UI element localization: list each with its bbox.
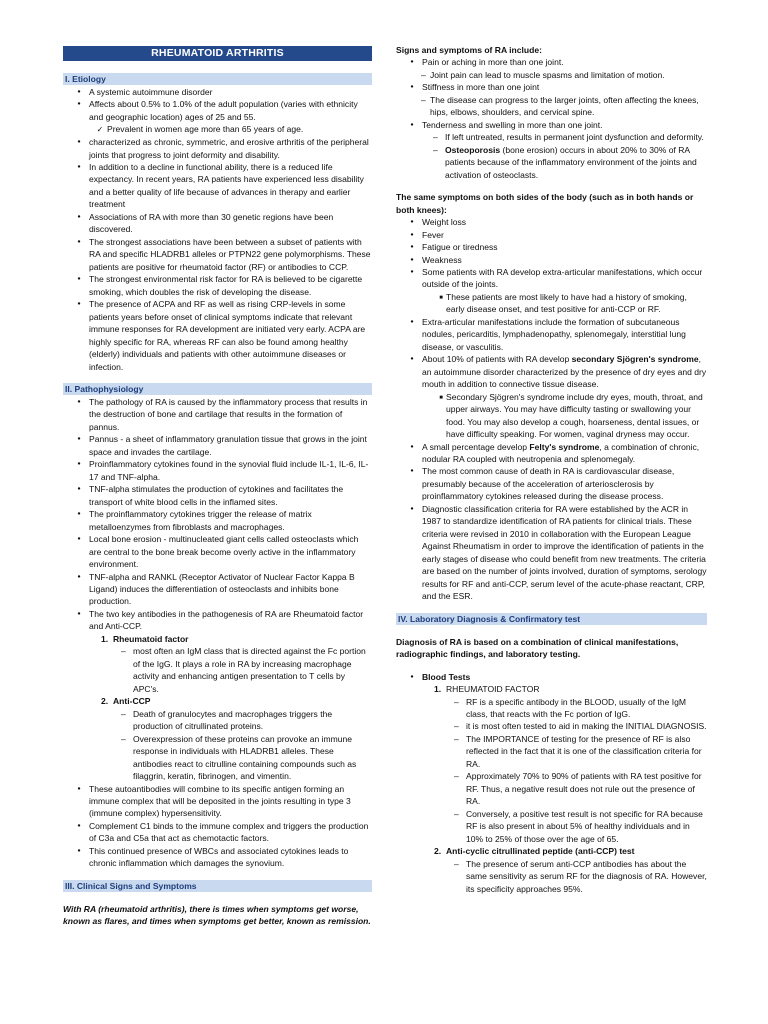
list-item-text: [89, 608, 372, 633]
text-run: The strongest associations have been between a subset of patients with RA and specific HLADRB1 alleles or PTPN22 gene polymorphisms. These patients are positive for rheumatoid factor (RF) or antibodies to CCP.: [89, 236, 371, 272]
list-item-text: [422, 671, 707, 683]
spacer: [396, 626, 707, 636]
text-run: Rheumatoid factor: [113, 633, 189, 644]
bullet-marker: [402, 254, 422, 266]
list-item-text: [113, 695, 372, 707]
text-run: Conversely, a positive test result is not specific for RA because RF is also present in about 5% of healthy individuals and in 10% to 25% of those over the age of 65.: [466, 808, 703, 844]
spacer: [63, 893, 372, 903]
spacer: [396, 661, 707, 671]
bullet-marker: [421, 94, 430, 119]
list-item: [63, 86, 372, 98]
bullet-marker: [69, 820, 89, 845]
list-item-text: [89, 508, 372, 533]
text-run: If left untreated, results in permanent joint dysfunction and deformity.: [445, 132, 704, 143]
list-item-text: [446, 845, 707, 857]
list-item: [63, 161, 372, 211]
text-run: Pain or aching in more than one joint.: [422, 57, 564, 68]
list-item: [63, 633, 372, 645]
list-item: [63, 483, 372, 508]
list-number: 2.: [434, 846, 442, 857]
list-item: [396, 808, 707, 845]
list-item: [396, 353, 707, 390]
bold-paragraph: The same symptoms on both sides of the body (such as in both hands or both knees):: [396, 192, 694, 215]
list-item: [63, 273, 372, 298]
text-run: Overexpression of these proteins can provoke an immune response in individuals with HLADRB1 alleles. These antibodies react to citrulline containing compounds such as filaggrin, keratin, fibrinogen, and vimentin.: [133, 733, 357, 782]
list-item-text: [89, 236, 372, 273]
bullet-marker: [436, 291, 446, 316]
bullet-marker: [402, 353, 422, 390]
text-run: (bone erosion) occurs in about 20% to 30% of RA patients because of the inflammatory environment of the joints and activation of osteoclasts.: [445, 144, 697, 180]
bullet-marker: [69, 273, 89, 298]
list-item-text: [89, 533, 372, 570]
list-item-text: [422, 81, 707, 93]
list-item-text: [422, 56, 707, 68]
list-item-text: [89, 458, 372, 483]
list-item-text: [422, 241, 707, 253]
right-column: [396, 44, 707, 895]
text-run: The strongest environmental risk factor for RA is believed to be cigarette smoking, which doubles the risk of developing the disease.: [89, 274, 363, 297]
text-run: Some patients with RA develop extra-articular manifestations, which occur outside of the joints.: [422, 266, 703, 290]
list-item-text: [89, 433, 372, 458]
list-item: [63, 211, 372, 236]
list-item-text: [422, 503, 707, 603]
bullet-marker: [69, 433, 89, 458]
list-item: [63, 533, 372, 570]
list-item-text: [422, 353, 707, 390]
list-item: [396, 56, 707, 68]
text-run: Fatigue or tiredness: [422, 242, 498, 253]
text-run: Death of granulocytes and macrophages triggers the production of citrullinated proteins.: [133, 708, 333, 732]
list-item-text: [133, 645, 372, 695]
list-item: [63, 733, 372, 783]
list-item-text: [466, 696, 707, 721]
list-item-text: [133, 733, 372, 783]
text-run: TNF-alpha stimulates the production of cytokines and facilitates the transport of white blood cells in the inflamed sites.: [89, 484, 344, 507]
list-item-text: [89, 136, 372, 161]
bullet-marker: [121, 708, 133, 733]
text-run: Weight loss: [422, 217, 467, 228]
list-item: [396, 720, 707, 732]
bold-paragraph: Diagnosis of RA is based on a combination of clinical manifestations, radiographic findings, and laboratory testing.: [396, 636, 679, 660]
list-item: [63, 298, 372, 373]
bullet-marker: [402, 316, 422, 353]
list-item-text: [446, 683, 707, 695]
text-run: The disease can progress to the larger joints, often affecting the knees, hips, elbows, shoulders, and cervical spine.: [430, 94, 699, 118]
text-run: Anti-CCP: [113, 696, 151, 707]
text-run: most often an IgM class that is directed against the Fc portion of the IgG. It plays a role in RA by increasing macrophage activity and enhancing antigen presentation to T cells by APC's.: [133, 646, 366, 694]
text-run: Associations of RA with more than 30 genetic regions have been discovered.: [89, 211, 334, 235]
list-item-text: [466, 858, 707, 895]
list-item-text: [466, 808, 707, 845]
list-item: [63, 820, 372, 845]
bullet-marker: [402, 266, 422, 291]
list-item: [396, 671, 707, 683]
list-item-text: [466, 733, 707, 770]
spacer: [396, 603, 707, 613]
bullet-marker: [454, 808, 466, 845]
text-run: , an autoimmune disorder characterized by the presence of dry eyes and dry mouth in addition to connective tissue disease.: [422, 354, 707, 390]
list-item: [63, 123, 372, 136]
list-item-text: [422, 316, 707, 353]
bullet-marker: [69, 608, 89, 633]
list-item: [396, 291, 707, 316]
bold-term: Blood Tests: [422, 671, 471, 682]
text-run: Joint pain can lead to muscle spasms and limitation of motion.: [430, 69, 665, 80]
bullet-marker: [402, 241, 422, 253]
text-run: RHEUMATOID FACTOR: [446, 684, 540, 695]
bullet-marker: [69, 533, 89, 570]
list-item-text: [89, 820, 372, 845]
list-item: [396, 696, 707, 721]
bullet-marker: [402, 216, 422, 228]
text-run: The presence of serum anti-CCP antibodies has about the same sensitivity as serum RF for the diagnosis of RA. However, its specificity approaches 95%.: [466, 858, 707, 894]
bullet-marker: [69, 458, 89, 483]
bullet-marker: [454, 733, 466, 770]
bullet-marker: [421, 69, 430, 81]
bullet-marker: [69, 211, 89, 236]
spacer: [396, 181, 707, 191]
list-item-text: [446, 391, 707, 441]
list-item: [396, 391, 707, 441]
list-number: 2.: [101, 696, 109, 707]
list-item: [63, 236, 372, 273]
list-item-text: [89, 396, 372, 433]
list-item: [396, 94, 707, 119]
bullet-marker: [69, 298, 89, 373]
spacer: [63, 373, 372, 383]
list-item-text: [466, 770, 707, 807]
list-item-text: [89, 211, 372, 236]
bullet-marker: [454, 696, 466, 721]
list-item: [396, 81, 707, 93]
bullet-marker: [402, 229, 422, 241]
list-item-text: [430, 69, 707, 81]
list-item: [396, 241, 707, 253]
list-item: [396, 266, 707, 291]
list-item-text: [422, 441, 707, 466]
list-item-text: [107, 123, 372, 136]
list-item-text: [89, 86, 372, 98]
list-item-text: [89, 571, 372, 608]
text-run: RF is a specific antibody in the BLOOD, usually of the IgM class, that reacts with the Fc portion of IgG.: [466, 696, 686, 719]
text-run: Extra-articular manifestations include the formation of subcutaneous nodules, pericarditis, lymphadenopathy, splenomegaly, interstitial lung disease, or vasculitis.: [422, 316, 686, 352]
text-run: A systemic autoimmune disorder: [89, 87, 213, 97]
bullet-marker: [402, 119, 422, 131]
list-item: [63, 136, 372, 161]
list-item-text: [89, 98, 372, 123]
text-run: Fever: [422, 229, 444, 240]
list-item: [396, 119, 707, 131]
italic-paragraph: With RA (rheumatoid arthritis), there is times when symptoms get worse, known as flares, and times when symptoms get better, known as remission.: [63, 903, 371, 927]
text-run: These patients are most likely to have had a history of smoking, early disease onset, and test positive for anti-CCP or RF.: [446, 291, 687, 315]
bullet-marker: [433, 131, 445, 143]
list-item: [396, 254, 707, 266]
bullet-marker: [454, 720, 466, 732]
list-item-text: [430, 94, 707, 119]
bullet-marker: [436, 391, 446, 441]
list-item: [63, 508, 372, 533]
text-run: The proinflammatory cytokines trigger the release of matrix metalloenzymes from fibroblasts and macrophages.: [89, 509, 312, 532]
list-item-text: [113, 633, 372, 645]
bullet-marker: [402, 465, 422, 502]
list-number: 1.: [101, 633, 109, 644]
text-run: Anti-cyclic citrullinated peptide (anti-CCP) test: [446, 846, 635, 857]
text-run: The most common cause of death in RA is cardiovascular disease, presumably because of the acceleration of arteriosclerosis by proinflammatory cytokines released during the disease process.: [422, 466, 675, 502]
text-run: The IMPORTANCE of testing for the presence of RF is also reflected in the fact that it is one of the classification criteria for RA.: [466, 733, 702, 769]
list-item: [396, 770, 707, 807]
list-item-text: [89, 161, 372, 211]
text-run: Diagnostic classification criteria for RA were established by the ACR in 1987 to standardize identification of RA patients for clinical trials. These criteria were revised in 2010 in collaboration with the European League Against Rheumatism in order to improve the identification of patients in the early stages of disease who could benefit from new treatments. The criteria are based on the number of joints involved, duration of symptoms, serology results for RF and anti-CCP, serum level of the acute-phase reactant, CRP, and the ESR.: [422, 503, 707, 602]
bold-paragraph: Signs and symptoms of RA include:: [396, 45, 542, 55]
list-item: [63, 571, 372, 608]
text-run: it is most often tested to aid in making the INITIAL DIAGNOSIS.: [466, 721, 707, 732]
bold-term: Felty's syndrome: [529, 441, 600, 452]
text-run: Local bone erosion - multinucleated giant cells called osteoclasts which are central to the bone break become overly active in the inflammatory environment.: [89, 534, 359, 570]
text-run: Stiffness in more than one joint: [422, 82, 540, 93]
text-run: A small percentage develop: [422, 441, 530, 452]
text-run: Weakness: [422, 254, 462, 265]
list-number: 1.: [434, 684, 442, 695]
list-item-text: [89, 845, 372, 870]
list-item-text: [422, 229, 707, 241]
list-item: [63, 396, 372, 433]
text-run: characterized as chronic, symmetric, and erosive arthritis of the peripheral joints that progress to joint deformity and disability.: [89, 137, 369, 160]
text-run: Approximately 70% to 90% of patients with RA test positive for RF. Thus, a negative result does not rule out the presence of RA.: [466, 771, 702, 807]
bullet-marker: [454, 770, 466, 807]
text-run: Secondary Sjögren's syndrome include dry eyes, mouth, throat, and upper airways. You may have difficulty tasting or swallowing your food. You may also develop a cough, hoarseness, dental issues, or have difficulty speaking. For women, vaginal dryness may occur.: [446, 391, 703, 440]
bullet-marker: [402, 503, 422, 603]
list-item: [63, 783, 372, 820]
bullet-marker: [69, 86, 89, 98]
text-run: Complement C1 binds to the immune complex and triggers the production of C3a and C5a that act as chemotactic factors.: [89, 820, 369, 844]
list-item: [396, 441, 707, 466]
bullet-marker: [93, 123, 107, 136]
bullet-marker: [402, 441, 422, 466]
list-item: [396, 503, 707, 603]
bullet-marker: [69, 98, 89, 123]
list-item: [396, 465, 707, 502]
bold-term: secondary Sjögren's syndrome: [571, 354, 699, 365]
list-item: [63, 695, 372, 707]
text-run: The pathology of RA is caused by the inflammatory process that results in the destruction of bone and cartilage that results in the formation of pannus.: [89, 396, 368, 432]
list-item: [396, 69, 707, 81]
text-run: The presence of ACPA and RF as well as rising CRP-levels in some patients years before onset of clinical symptoms indicate that relevant immune responses for RA development are initiated very early. ACPA are highly specific for RA, whereas RF can also be found among healthy (elderly) individuals and patients with other autoimmune diseases or infection.: [89, 299, 366, 372]
list-item: [63, 645, 372, 695]
bullet-marker: [69, 571, 89, 608]
list-item: [396, 858, 707, 895]
list-item-text: [422, 216, 707, 228]
list-item: [396, 229, 707, 241]
list-item: [63, 98, 372, 123]
document-title: RHEUMATOID ARTHRITIS: [63, 46, 372, 61]
list-item-text: [133, 708, 372, 733]
text-run: In addition to a decline in functional ability, there is a reduced life expectancy. In recent years, RA patients have experienced less disability and a better quality of life because of advances in therapy and earlier treatment: [89, 162, 364, 210]
text-run: Affects about 0.5% to 1.0% of the adult population (varies with ethnicity and geographic location) ages of 25 and 55.: [89, 99, 358, 122]
text-run: TNF-alpha and RANKL (Receptor Activator of Nuclear Factor Kappa B Ligand) induces the differentiation of osteoclasts and inhibits bone production.: [89, 571, 355, 607]
list-item: [396, 316, 707, 353]
bullet-marker: [69, 161, 89, 211]
bullet-marker: [69, 136, 89, 161]
list-item: [396, 683, 707, 695]
text-run: This continued presence of WBCs and associated cytokines leads to chronic inflammation which damages the synovium.: [89, 845, 349, 869]
bullet-marker: [69, 508, 89, 533]
bullet-marker: [121, 645, 133, 695]
bullet-marker: [402, 56, 422, 68]
left-column: [63, 44, 372, 928]
section-heading: IV. Laboratory Diagnosis & Confirmatory test: [396, 613, 707, 625]
section-heading: I. Etiology: [63, 73, 372, 85]
text-run: These autoantibodies will combine to its specific antigen forming an immune complex that will be deposited in the joints resulting in type 3 (immune complex) hypersensitivity.: [89, 783, 351, 819]
list-item-text: [89, 298, 372, 373]
list-item: [396, 144, 707, 181]
list-item: [63, 458, 372, 483]
text-run: About 10% of patients with RA develop: [422, 354, 572, 365]
bullet-marker: [69, 783, 89, 820]
list-item-text: [89, 483, 372, 508]
list-item: [63, 845, 372, 870]
list-item: [63, 433, 372, 458]
spacer: [63, 870, 372, 880]
bullet-marker: [121, 733, 133, 783]
list-item-text: [422, 266, 707, 291]
list-item: [396, 131, 707, 143]
list-item-text: [422, 119, 707, 131]
list-item: [396, 845, 707, 857]
list-item-text: [89, 783, 372, 820]
list-item: [63, 708, 372, 733]
bullet-marker: [454, 858, 466, 895]
list-item-text: [445, 144, 707, 181]
list-item: [63, 608, 372, 633]
bullet-marker: [433, 144, 445, 181]
bullet-marker: [402, 81, 422, 93]
list-item-text: [446, 291, 707, 316]
list-item: [396, 733, 707, 770]
list-item-text: [445, 131, 707, 143]
text-run: Pannus - a sheet of inflammatory granulation tissue that grows in the joint space and invades the cartilage.: [89, 434, 367, 457]
bullet-marker: [402, 671, 422, 683]
text-run: The two key antibodies in the pathogenesis of RA are Rheumatoid factor and Anti-CCP.: [89, 608, 364, 632]
list-item-text: [466, 720, 707, 732]
text-run: Proinflammatory cytokines found in the synovial fluid include IL-1, IL-6, IL-17 and TNF-alpha.: [89, 459, 369, 482]
section-heading: II. Pathophysiology: [63, 383, 372, 395]
text-run: Prevalent in women age more than 65 years of age.: [107, 124, 304, 135]
bullet-marker: [69, 483, 89, 508]
list-item: [396, 216, 707, 228]
bullet-marker: [69, 396, 89, 433]
list-item-text: [89, 273, 372, 298]
section-heading: III. Clinical Signs and Symptoms: [63, 880, 372, 892]
text-run: , a combination of chronic, nodular RA coupled with neutropenia and splenomegaly.: [422, 441, 700, 464]
bold-term: Osteoporosis: [445, 144, 501, 155]
list-item-text: [422, 254, 707, 266]
bullet-marker: [69, 236, 89, 273]
text-run: Tenderness and swelling in more than one joint.: [422, 119, 603, 130]
bullet-marker: [69, 845, 89, 870]
list-item-text: [422, 465, 707, 502]
